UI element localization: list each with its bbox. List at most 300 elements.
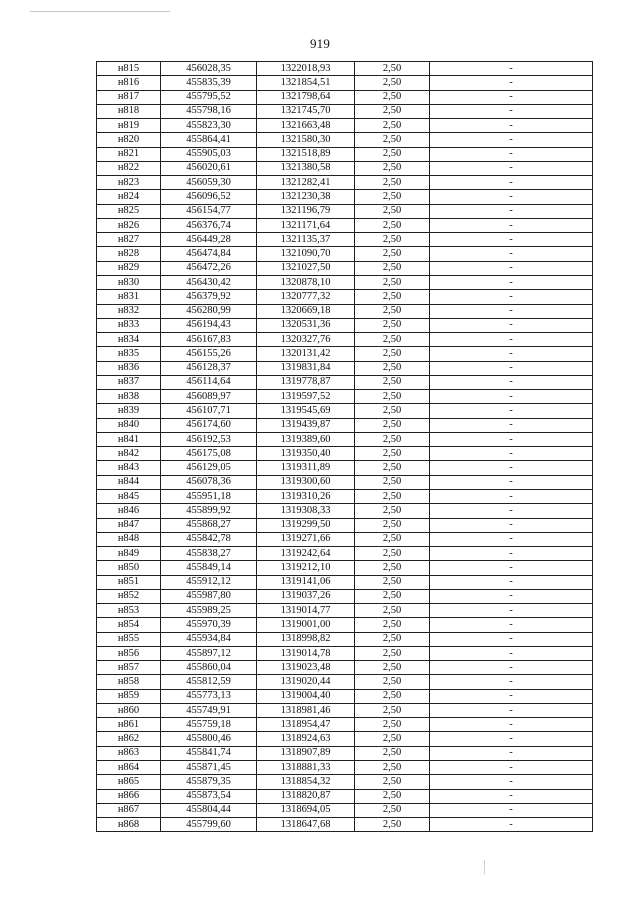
tolerance-cell: 2,50 <box>355 504 430 518</box>
y-coordinate-cell: 1319037,26 <box>257 589 355 603</box>
x-coordinate-cell: 455812,59 <box>161 675 257 689</box>
point-id-cell: н836 <box>97 361 161 375</box>
y-coordinate-cell: 1319299,50 <box>257 518 355 532</box>
point-id-cell: н852 <box>97 589 161 603</box>
description-cell: - <box>430 689 593 703</box>
table-row <box>97 646 593 660</box>
point-id-cell: н863 <box>97 746 161 760</box>
description-cell: - <box>430 447 593 461</box>
x-coordinate-cell: 456167,83 <box>161 333 257 347</box>
description-cell: - <box>430 361 593 375</box>
y-coordinate-cell: 1319020,44 <box>257 675 355 689</box>
point-id-cell: н823 <box>97 176 161 190</box>
description-cell: - <box>430 418 593 432</box>
table-row <box>97 561 593 575</box>
table-row <box>97 532 593 546</box>
x-coordinate-cell: 456474,84 <box>161 247 257 261</box>
point-id-cell: н815 <box>97 62 161 76</box>
description-cell: - <box>430 133 593 147</box>
tolerance-cell: 2,50 <box>355 575 430 589</box>
description-cell: - <box>430 318 593 332</box>
x-coordinate-cell: 456128,37 <box>161 361 257 375</box>
y-coordinate-cell: 1318981,46 <box>257 703 355 717</box>
tolerance-cell: 2,50 <box>355 233 430 247</box>
table-row <box>97 489 593 503</box>
tolerance-cell: 2,50 <box>355 447 430 461</box>
x-coordinate-cell: 456280,99 <box>161 304 257 318</box>
point-id-cell: н835 <box>97 347 161 361</box>
table-row <box>97 803 593 817</box>
y-coordinate-cell: 1319141,06 <box>257 575 355 589</box>
scan-edge-line <box>30 11 170 12</box>
y-coordinate-cell: 1321282,41 <box>257 176 355 190</box>
x-coordinate-cell: 456379,92 <box>161 290 257 304</box>
table-row <box>97 375 593 389</box>
table-row <box>97 104 593 118</box>
tolerance-cell: 2,50 <box>355 404 430 418</box>
tolerance-cell: 2,50 <box>355 318 430 332</box>
coordinates-table-body <box>97 62 593 832</box>
table-row <box>97 90 593 104</box>
y-coordinate-cell: 1319310,26 <box>257 489 355 503</box>
y-coordinate-cell: 1320531,36 <box>257 318 355 332</box>
tolerance-cell: 2,50 <box>355 119 430 133</box>
table-row <box>97 390 593 404</box>
tolerance-cell: 2,50 <box>355 347 430 361</box>
y-coordinate-cell: 1319212,10 <box>257 561 355 575</box>
y-coordinate-cell: 1321027,50 <box>257 261 355 275</box>
x-coordinate-cell: 455987,80 <box>161 589 257 603</box>
table-row <box>97 447 593 461</box>
y-coordinate-cell: 1320669,18 <box>257 304 355 318</box>
y-coordinate-cell: 1319831,84 <box>257 361 355 375</box>
description-cell: - <box>430 575 593 589</box>
point-id-cell: н865 <box>97 775 161 789</box>
table-row <box>97 689 593 703</box>
y-coordinate-cell: 1319308,33 <box>257 504 355 518</box>
tolerance-cell: 2,50 <box>355 604 430 618</box>
x-coordinate-cell: 455823,30 <box>161 119 257 133</box>
description-cell: - <box>430 390 593 404</box>
description-cell: - <box>430 589 593 603</box>
y-coordinate-cell: 1319271,66 <box>257 532 355 546</box>
tolerance-cell: 2,50 <box>355 732 430 746</box>
coordinates-table <box>96 61 593 832</box>
x-coordinate-cell: 455838,27 <box>161 547 257 561</box>
tolerance-cell: 2,50 <box>355 190 430 204</box>
table-row <box>97 62 593 76</box>
point-id-cell: н833 <box>97 318 161 332</box>
table-row <box>97 775 593 789</box>
description-cell: - <box>430 119 593 133</box>
table-row <box>97 147 593 161</box>
x-coordinate-cell: 455842,78 <box>161 532 257 546</box>
y-coordinate-cell: 1318907,89 <box>257 746 355 760</box>
tolerance-cell: 2,50 <box>355 789 430 803</box>
description-cell: - <box>430 461 593 475</box>
tolerance-cell: 2,50 <box>355 646 430 660</box>
y-coordinate-cell: 1319014,77 <box>257 604 355 618</box>
point-id-cell: н858 <box>97 675 161 689</box>
table-row <box>97 761 593 775</box>
point-id-cell: н839 <box>97 404 161 418</box>
tolerance-cell: 2,50 <box>355 618 430 632</box>
point-id-cell: н838 <box>97 390 161 404</box>
table-row <box>97 247 593 261</box>
x-coordinate-cell: 455749,91 <box>161 703 257 717</box>
table-row <box>97 461 593 475</box>
table-row <box>97 190 593 204</box>
page-number: 919 <box>309 36 331 51</box>
x-coordinate-cell: 456192,53 <box>161 432 257 446</box>
y-coordinate-cell: 1320878,10 <box>257 275 355 289</box>
point-id-cell: н843 <box>97 461 161 475</box>
y-coordinate-cell: 1319004,40 <box>257 689 355 703</box>
description-cell: - <box>430 489 593 503</box>
x-coordinate-cell: 455800,46 <box>161 732 257 746</box>
x-coordinate-cell: 456449,28 <box>161 233 257 247</box>
y-coordinate-cell: 1319350,40 <box>257 447 355 461</box>
table-row <box>97 589 593 603</box>
table-row <box>97 290 593 304</box>
table-row <box>97 575 593 589</box>
table-row <box>97 432 593 446</box>
point-id-cell: н819 <box>97 119 161 133</box>
x-coordinate-cell: 456376,74 <box>161 218 257 232</box>
point-id-cell: н851 <box>97 575 161 589</box>
y-coordinate-cell: 1321090,70 <box>257 247 355 261</box>
table-row <box>97 361 593 375</box>
point-id-cell: н853 <box>97 604 161 618</box>
table-row <box>97 675 593 689</box>
point-id-cell: н830 <box>97 275 161 289</box>
y-coordinate-cell: 1319545,69 <box>257 404 355 418</box>
x-coordinate-cell: 455759,18 <box>161 718 257 732</box>
x-coordinate-cell: 455798,16 <box>161 104 257 118</box>
tolerance-cell: 2,50 <box>355 333 430 347</box>
x-coordinate-cell: 455989,25 <box>161 604 257 618</box>
tolerance-cell: 2,50 <box>355 532 430 546</box>
table-row <box>97 261 593 275</box>
tolerance-cell: 2,50 <box>355 161 430 175</box>
scan-mark <box>484 860 485 874</box>
y-coordinate-cell: 1321135,37 <box>257 233 355 247</box>
point-id-cell: н848 <box>97 532 161 546</box>
point-id-cell: н846 <box>97 504 161 518</box>
point-id-cell: н816 <box>97 76 161 90</box>
description-cell: - <box>430 76 593 90</box>
table-row <box>97 119 593 133</box>
y-coordinate-cell: 1318647,68 <box>257 818 355 832</box>
y-coordinate-cell: 1322018,93 <box>257 62 355 76</box>
tolerance-cell: 2,50 <box>355 761 430 775</box>
table-row <box>97 718 593 732</box>
tolerance-cell: 2,50 <box>355 803 430 817</box>
point-id-cell: н866 <box>97 789 161 803</box>
description-cell: - <box>430 775 593 789</box>
x-coordinate-cell: 455897,12 <box>161 646 257 660</box>
point-id-cell: н864 <box>97 761 161 775</box>
tolerance-cell: 2,50 <box>355 632 430 646</box>
tolerance-cell: 2,50 <box>355 204 430 218</box>
point-id-cell: н867 <box>97 803 161 817</box>
point-id-cell: н817 <box>97 90 161 104</box>
tolerance-cell: 2,50 <box>355 418 430 432</box>
table-row <box>97 204 593 218</box>
description-cell: - <box>430 404 593 418</box>
x-coordinate-cell: 456430,42 <box>161 275 257 289</box>
table-row <box>97 618 593 632</box>
y-coordinate-cell: 1319439,87 <box>257 418 355 432</box>
description-cell: - <box>430 504 593 518</box>
point-id-cell: н847 <box>97 518 161 532</box>
y-coordinate-cell: 1321663,48 <box>257 119 355 133</box>
tolerance-cell: 2,50 <box>355 76 430 90</box>
x-coordinate-cell: 456154,77 <box>161 204 257 218</box>
point-id-cell: н860 <box>97 703 161 717</box>
point-id-cell: н844 <box>97 475 161 489</box>
x-coordinate-cell: 456174,60 <box>161 418 257 432</box>
tolerance-cell: 2,50 <box>355 90 430 104</box>
y-coordinate-cell: 1319242,64 <box>257 547 355 561</box>
y-coordinate-cell: 1321380,58 <box>257 161 355 175</box>
x-coordinate-cell: 455873,54 <box>161 789 257 803</box>
tolerance-cell: 2,50 <box>355 703 430 717</box>
point-id-cell: н827 <box>97 233 161 247</box>
y-coordinate-cell: 1318954,47 <box>257 718 355 732</box>
tolerance-cell: 2,50 <box>355 290 430 304</box>
y-coordinate-cell: 1318924,63 <box>257 732 355 746</box>
description-cell: - <box>430 247 593 261</box>
point-id-cell: н855 <box>97 632 161 646</box>
description-cell: - <box>430 675 593 689</box>
description-cell: - <box>430 190 593 204</box>
x-coordinate-cell: 456194,43 <box>161 318 257 332</box>
description-cell: - <box>430 746 593 760</box>
tolerance-cell: 2,50 <box>355 561 430 575</box>
point-id-cell: н821 <box>97 147 161 161</box>
y-coordinate-cell: 1321196,79 <box>257 204 355 218</box>
y-coordinate-cell: 1321171,64 <box>257 218 355 232</box>
x-coordinate-cell: 456155,26 <box>161 347 257 361</box>
point-id-cell: н826 <box>97 218 161 232</box>
description-cell: - <box>430 233 593 247</box>
description-cell: - <box>430 62 593 76</box>
y-coordinate-cell: 1318998,82 <box>257 632 355 646</box>
point-id-cell: н828 <box>97 247 161 261</box>
point-id-cell: н857 <box>97 661 161 675</box>
x-coordinate-cell: 456107,71 <box>161 404 257 418</box>
x-coordinate-cell: 456096,52 <box>161 190 257 204</box>
y-coordinate-cell: 1318881,33 <box>257 761 355 775</box>
table-row <box>97 176 593 190</box>
point-id-cell: н818 <box>97 104 161 118</box>
tolerance-cell: 2,50 <box>355 589 430 603</box>
table-row <box>97 218 593 232</box>
x-coordinate-cell: 455841,74 <box>161 746 257 760</box>
tolerance-cell: 2,50 <box>355 818 430 832</box>
y-coordinate-cell: 1319311,89 <box>257 461 355 475</box>
tolerance-cell: 2,50 <box>355 432 430 446</box>
tolerance-cell: 2,50 <box>355 489 430 503</box>
description-cell: - <box>430 732 593 746</box>
description-cell: - <box>430 347 593 361</box>
description-cell: - <box>430 475 593 489</box>
x-coordinate-cell: 456129,05 <box>161 461 257 475</box>
point-id-cell: н822 <box>97 161 161 175</box>
description-cell: - <box>430 646 593 660</box>
tolerance-cell: 2,50 <box>355 261 430 275</box>
point-id-cell: н861 <box>97 718 161 732</box>
table-row <box>97 133 593 147</box>
description-cell: - <box>430 803 593 817</box>
y-coordinate-cell: 1321580,30 <box>257 133 355 147</box>
tolerance-cell: 2,50 <box>355 518 430 532</box>
point-id-cell: н831 <box>97 290 161 304</box>
tolerance-cell: 2,50 <box>355 304 430 318</box>
table-row <box>97 275 593 289</box>
point-id-cell: н825 <box>97 204 161 218</box>
point-id-cell: н820 <box>97 133 161 147</box>
description-cell: - <box>430 618 593 632</box>
y-coordinate-cell: 1319597,52 <box>257 390 355 404</box>
table-row <box>97 732 593 746</box>
x-coordinate-cell: 455871,45 <box>161 761 257 775</box>
y-coordinate-cell: 1319014,78 <box>257 646 355 660</box>
point-id-cell: н854 <box>97 618 161 632</box>
y-coordinate-cell: 1320131,42 <box>257 347 355 361</box>
point-id-cell: н834 <box>97 333 161 347</box>
x-coordinate-cell: 455970,39 <box>161 618 257 632</box>
point-id-cell: н862 <box>97 732 161 746</box>
point-id-cell: н850 <box>97 561 161 575</box>
point-id-cell: н868 <box>97 818 161 832</box>
tolerance-cell: 2,50 <box>355 275 430 289</box>
description-cell: - <box>430 632 593 646</box>
table-row <box>97 818 593 832</box>
tolerance-cell: 2,50 <box>355 475 430 489</box>
table-row <box>97 703 593 717</box>
table-row <box>97 304 593 318</box>
tolerance-cell: 2,50 <box>355 361 430 375</box>
x-coordinate-cell: 455864,41 <box>161 133 257 147</box>
description-cell: - <box>430 333 593 347</box>
tolerance-cell: 2,50 <box>355 461 430 475</box>
x-coordinate-cell: 455860,04 <box>161 661 257 675</box>
description-cell: - <box>430 532 593 546</box>
point-id-cell: н856 <box>97 646 161 660</box>
description-cell: - <box>430 304 593 318</box>
y-coordinate-cell: 1319023,48 <box>257 661 355 675</box>
x-coordinate-cell: 456472,26 <box>161 261 257 275</box>
description-cell: - <box>430 290 593 304</box>
y-coordinate-cell: 1318694,05 <box>257 803 355 817</box>
tolerance-cell: 2,50 <box>355 746 430 760</box>
description-cell: - <box>430 275 593 289</box>
point-id-cell: н849 <box>97 547 161 561</box>
tolerance-cell: 2,50 <box>355 718 430 732</box>
tolerance-cell: 2,50 <box>355 104 430 118</box>
description-cell: - <box>430 204 593 218</box>
description-cell: - <box>430 604 593 618</box>
tolerance-cell: 2,50 <box>355 775 430 789</box>
y-coordinate-cell: 1319389,60 <box>257 432 355 446</box>
table-row <box>97 76 593 90</box>
description-cell: - <box>430 261 593 275</box>
x-coordinate-cell: 455951,18 <box>161 489 257 503</box>
y-coordinate-cell: 1320327,76 <box>257 333 355 347</box>
description-cell: - <box>430 561 593 575</box>
tolerance-cell: 2,50 <box>355 247 430 261</box>
table-row <box>97 632 593 646</box>
table-row <box>97 333 593 347</box>
table-row <box>97 518 593 532</box>
x-coordinate-cell: 455799,60 <box>161 818 257 832</box>
description-cell: - <box>430 375 593 389</box>
tolerance-cell: 2,50 <box>355 218 430 232</box>
point-id-cell: н841 <box>97 432 161 446</box>
table-row <box>97 475 593 489</box>
tolerance-cell: 2,50 <box>355 176 430 190</box>
table-row <box>97 318 593 332</box>
y-coordinate-cell: 1321745,70 <box>257 104 355 118</box>
y-coordinate-cell: 1318820,87 <box>257 789 355 803</box>
y-coordinate-cell: 1319300,60 <box>257 475 355 489</box>
description-cell: - <box>430 176 593 190</box>
point-id-cell: н837 <box>97 375 161 389</box>
point-id-cell: н842 <box>97 447 161 461</box>
description-cell: - <box>430 147 593 161</box>
x-coordinate-cell: 455879,35 <box>161 775 257 789</box>
description-cell: - <box>430 161 593 175</box>
y-coordinate-cell: 1319001,00 <box>257 618 355 632</box>
point-id-cell: н829 <box>97 261 161 275</box>
x-coordinate-cell: 455773,13 <box>161 689 257 703</box>
table-row <box>97 661 593 675</box>
point-id-cell: н840 <box>97 418 161 432</box>
table-row <box>97 746 593 760</box>
table-row <box>97 789 593 803</box>
description-cell: - <box>430 789 593 803</box>
tolerance-cell: 2,50 <box>355 147 430 161</box>
x-coordinate-cell: 456175,08 <box>161 447 257 461</box>
description-cell: - <box>430 218 593 232</box>
description-cell: - <box>430 818 593 832</box>
tolerance-cell: 2,50 <box>355 390 430 404</box>
x-coordinate-cell: 455868,27 <box>161 518 257 532</box>
description-cell: - <box>430 703 593 717</box>
y-coordinate-cell: 1321798,64 <box>257 90 355 104</box>
x-coordinate-cell: 456089,97 <box>161 390 257 404</box>
x-coordinate-cell: 455899,92 <box>161 504 257 518</box>
table-row <box>97 347 593 361</box>
point-id-cell: н859 <box>97 689 161 703</box>
x-coordinate-cell: 456059,30 <box>161 176 257 190</box>
point-id-cell: н832 <box>97 304 161 318</box>
x-coordinate-cell: 456078,36 <box>161 475 257 489</box>
table-row <box>97 418 593 432</box>
tolerance-cell: 2,50 <box>355 675 430 689</box>
x-coordinate-cell: 456114,64 <box>161 375 257 389</box>
description-cell: - <box>430 761 593 775</box>
y-coordinate-cell: 1318854,32 <box>257 775 355 789</box>
tolerance-cell: 2,50 <box>355 547 430 561</box>
y-coordinate-cell: 1321230,38 <box>257 190 355 204</box>
table-row <box>97 504 593 518</box>
tolerance-cell: 2,50 <box>355 689 430 703</box>
x-coordinate-cell: 456028,35 <box>161 62 257 76</box>
x-coordinate-cell: 455934,84 <box>161 632 257 646</box>
